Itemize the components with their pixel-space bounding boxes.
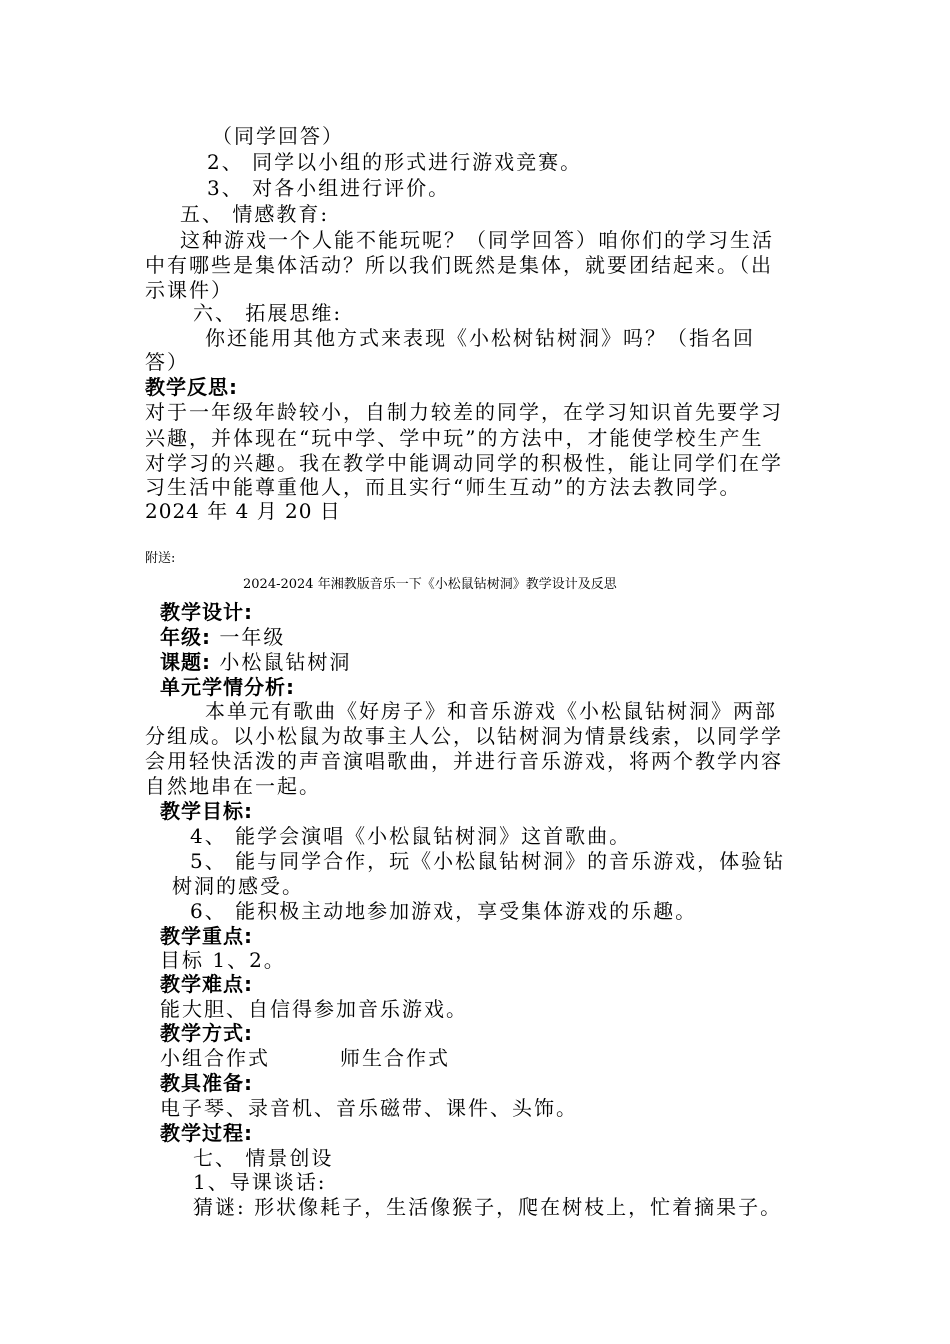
method-group: 小组合作式 (160, 1046, 270, 1070)
answer-note: （同学回答） (212, 124, 344, 148)
key-points: 目标 1、2。 (160, 948, 286, 972)
appendix-title: 2024-2024 年湘教版音乐一下《小松鼠钻树洞》教学设计及反思 (243, 577, 617, 592)
method-teacher-student: 师生合作式 (340, 1046, 450, 1070)
step-2: 2、 同学以小组的形式进行游戏竞赛。 (207, 150, 583, 174)
topic-line (160, 650, 351, 674)
grade-value: 一年级 (211, 625, 286, 649)
goals-heading: 教学目标: (160, 799, 253, 823)
paragraph-line: 示课件） (145, 278, 233, 302)
reflection-heading: 教学反思: (145, 375, 238, 399)
topic-value: 小松鼠钻树洞 (211, 650, 352, 674)
difficulties: 能大胆、自信得参加音乐游戏。 (160, 997, 468, 1021)
goal-item: 5、 能与同学合作，玩《小松鼠钻树洞》的音乐游戏，体验钻 (190, 849, 786, 873)
grade-line (160, 625, 285, 649)
topic-label: 课题: (160, 650, 211, 674)
date: 2024 年 4 月 20 日 (145, 499, 341, 523)
design-heading: 教学设计: (160, 600, 253, 624)
reflection-line: 对于一年级年龄较小，自制力较差的同学，在学习知识首先要学习 (145, 400, 783, 424)
paragraph-line: 这种游戏一个人能不能玩呢？（同学回答）咱你们的学习生活 (180, 228, 774, 252)
tools-heading: 教具准备: (160, 1071, 253, 1095)
appendix-label: 附送: (145, 551, 176, 566)
paragraph-line: 你还能用其他方式来表现《小松树钻树洞》吗？（指名回 (205, 326, 755, 350)
section-five-heading: 五、 情感教育: (180, 202, 330, 226)
reflection-line: 兴趣，并体现在“玩中学、学中玩”的方法中，才能使学校生产生 (145, 426, 764, 450)
key-points-heading: 教学重点: (160, 924, 253, 948)
process-step: 1、导课谈话: (193, 1170, 327, 1194)
process-heading: 教学过程: (160, 1121, 253, 1145)
section-six-heading: 六、 拓展思维: (193, 301, 343, 325)
analysis-line: 会用轻快活泼的声音演唱歌曲，并进行音乐游戏，将两个教学内容 (145, 749, 783, 773)
analysis-line: 本单元有歌曲《好房子》和音乐游戏《小松鼠钻树洞》两部 (205, 699, 777, 723)
reflection-line: 习生活中能尊重他人，而且实行“师生互动”的方法去教同学。 (145, 475, 742, 499)
paragraph-line: 中有哪些是集体活动？所以我们既然是集体，就要团结起来。（出 (145, 253, 773, 277)
reflection-line: 对学习的兴趣。我在教学中能调动同学的积极性，能让同学们在学 (145, 451, 783, 475)
process-section: 七、 情景创设 (193, 1146, 334, 1170)
riddle-line: 猜谜: 形状像耗子，生活像猴子，爬在树枝上，忙着摘果子。 (193, 1195, 783, 1219)
analysis-line: 自然地串在一起。 (145, 774, 321, 798)
grade-label: 年级: (160, 625, 211, 649)
analysis-heading: 单元学情分析: (160, 675, 295, 699)
paragraph-line: 答） (145, 350, 189, 374)
difficulties-heading: 教学难点: (160, 972, 253, 996)
method-heading: 教学方式: (160, 1021, 253, 1045)
goal-item-continued: 树洞的感受。 (172, 874, 304, 898)
goal-item: 4、 能学会演唱《小松鼠钻树洞》这首歌曲。 (190, 824, 632, 848)
tools: 电子琴、录音机、音乐磁带、课件、头饰。 (160, 1096, 578, 1120)
method-line (160, 1046, 450, 1070)
goal-item: 6、 能积极主动地参加游戏，享受集体游戏的乐趣。 (190, 899, 698, 923)
step-3: 3、 对各小组进行评价。 (207, 176, 451, 200)
analysis-line: 分组成。以小松鼠为故事主人公，以钻树洞为情景线索，以同学学 (145, 724, 783, 748)
